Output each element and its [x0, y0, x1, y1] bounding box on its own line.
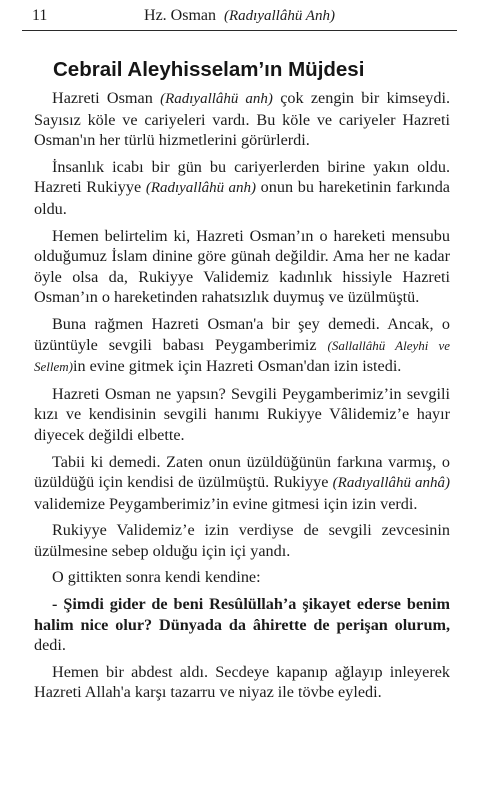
paragraph-2	[34, 157, 450, 220]
paragraph-6-text-a: Tabii ki demedi. Zaten onun üzüldüğünün farkına varmış, o üzüldüğü için kendisi de üzülmüştü. Rukiyye	[34, 452, 450, 492]
paragraph-10: Hemen bir abdest aldı. Secdeye kapanıp ağlayıp inleyerek Hazreti Allah'a karşı tazarru ve niyaz ile tövbe eyledi.	[34, 662, 450, 702]
paragraph-6	[34, 452, 450, 515]
paragraph-9	[34, 594, 450, 656]
paragraph-9-tail: dedi.	[34, 636, 66, 655]
running-title: Hz. Osman	[144, 7, 216, 24]
running-head	[22, 7, 457, 25]
paragraph-4-text-c: in evine gitmek için Hazreti Osman'dan izin istedi.	[72, 357, 402, 376]
paragraph-4	[34, 314, 450, 378]
body-text	[34, 88, 450, 709]
paragraph-6-text-c: validemize Peygamberimiz’in evine gitmesi için izin verdi.	[34, 494, 418, 513]
paragraph-5: Hazreti Osman ne yapsın? Sevgili Peygamberimiz’in sevgili kızı ve kendisinin sevgili hanımı Rukiyye Vâlidemiz’e hayır diyecek değildi elbette.	[34, 384, 450, 444]
page-header	[22, 4, 457, 31]
paragraph-3: Hemen belirtelim ki, Hazreti Osman’ın o hareketi mensubu olduğumuz İslam dinine göre günah değildir. Ama her ne kadar öyle olsa da, Rukiyye Validemiz kadınlık hissiyle Hazreti Osman’ın o hareketinden rahatsızlık duymuş ve üzülmüştü.	[34, 226, 450, 307]
paragraph-1-text-a: Hazreti Osman	[52, 89, 161, 107]
paragraph-4-text-a: Buna rağmen Hazreti Osman'a bir şey demedi. Ancak, o üzüntüyle sevgili babası Peygamberimiz	[34, 314, 450, 354]
paragraph-9-quote: - Şimdi gider de beni Resûlüllah’a şikayet ederse benim halim nice olur? Dünyada da âhirette de perişan olurum,	[34, 595, 450, 634]
running-honorific: (Radıyallâhü Anh)	[224, 8, 335, 24]
paragraph-4-honorific: (Sallallâhü Aleyhi ve Sellem)	[34, 337, 450, 375]
page-number: 11	[32, 7, 48, 24]
paragraph-1	[34, 88, 450, 151]
paragraph-2-honorific: (Radıyallâhü anh)	[145, 180, 257, 197]
paragraph-1-honorific: (Radıyallâhü anh)	[160, 91, 273, 107]
paragraph-2-text-a: İnsanlık icabı bir gün bu cariyerlerden birine yakın oldu. Hazreti Rukiyye	[34, 157, 450, 197]
paragraph-1-text-c: çok zengin bir kimseydi. Sayısız köle ve cariyeleri vardı. Bu köle ve cariyeler Hazreti Osman'ın her türlü hizmetlerini görürlerdi.	[34, 89, 450, 150]
section-title: Cebrail Aleyhisselam’ın Müjdesi	[53, 58, 365, 81]
paragraph-7: Rukiyye Validemiz’e izin verdiyse de sevgili zevcesinin üzülmesine sebep olduğu için içi yandı.	[34, 521, 450, 560]
paragraph-6-honorific: (Radıyallâhü anhâ)	[332, 475, 450, 492]
paragraph-2-text-c: onun bu hareketinin farkında oldu.	[34, 178, 450, 218]
paragraph-8: O gittikten sonra kendi kendine:	[52, 568, 261, 587]
